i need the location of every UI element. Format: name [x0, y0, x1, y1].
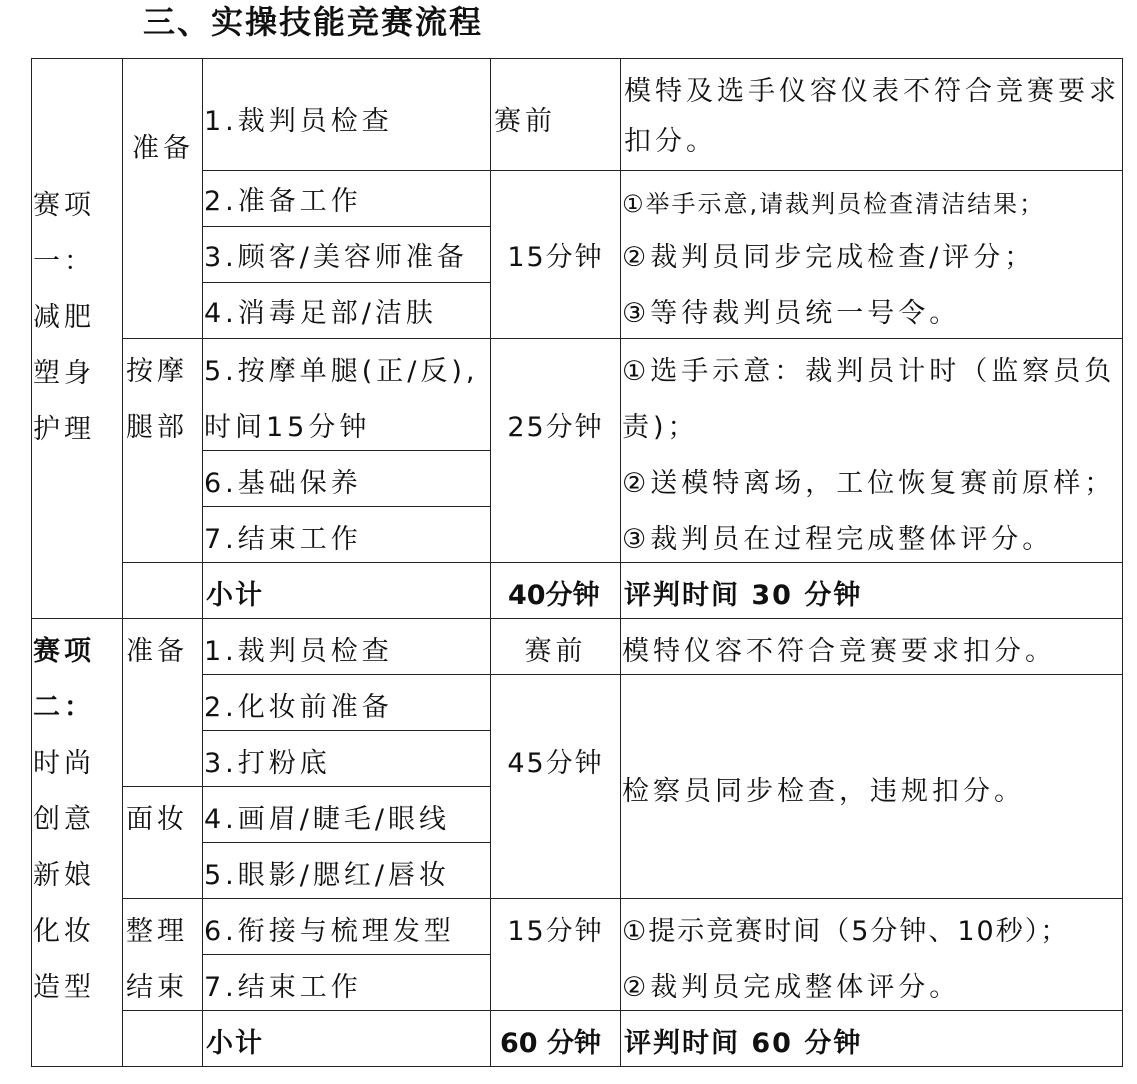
event2-name: 赛项 二： 时尚 创意 新娘 化妆 造型: [33, 636, 95, 1003]
event2-finish-phase: 整理 结束: [126, 916, 188, 1003]
event1-prep-note-3: ③等待裁判员统一号令。: [622, 298, 961, 329]
event2-makeup-phase: 面妆: [126, 804, 188, 835]
section-title: 三、实操技能竞赛流程: [143, 3, 484, 41]
event1-prep-note-1: ①举手示意,请裁判员检查清洁结果；: [622, 190, 1046, 218]
event2-step7: 7.结束工作: [204, 972, 362, 1003]
event2-subtotal-time: 60 分钟: [500, 1028, 601, 1059]
event1-prep-time: 15分钟: [507, 242, 604, 273]
event2-step5: 5.眼影/腮红/唇妆: [204, 860, 450, 891]
event1-step1: 1.裁判员检查: [204, 106, 393, 137]
event2-subtotal-label: 小计: [206, 1028, 264, 1059]
event1-step3: 3.顾客/美容师准备: [204, 242, 468, 273]
event2-step6: 6.衔接与梳理发型: [204, 916, 455, 947]
event2-finish-note-1: ①提示竞赛时间（5分钟、10秒）；: [622, 916, 1070, 947]
event1-step1-time: 赛前: [494, 106, 556, 137]
event2-step4: 4.画眉/睫毛/眼线: [204, 804, 450, 835]
event1-step6: 6.基础保养: [204, 468, 362, 499]
event1-name: 赛项 一： 减肥 塑身 护理: [33, 190, 95, 445]
event1-subtotal-label: 小计: [206, 580, 264, 611]
event2-time-45: 45分钟: [507, 748, 604, 779]
event2-step1-note: 模特仪容不符合竞赛要求扣分。: [622, 636, 1056, 667]
event1-subtotal-time: 40分钟: [508, 580, 600, 611]
event2-finish-time: 15分钟: [507, 916, 604, 947]
event1-step7: 7.结束工作: [204, 524, 362, 555]
event2-step2: 2.化妆前准备: [204, 692, 393, 723]
event2-step3: 3.打粉底: [204, 748, 331, 779]
event1-step2: 2.准备工作: [204, 186, 362, 217]
event1-step4: 4.消毒足部/洁肤: [204, 298, 437, 329]
event1-step5: 5.按摩单腿(正/反), 时间15分钟: [204, 356, 479, 443]
event1-prep-note-2: ②裁判员同步完成检查/评分；: [622, 242, 1036, 273]
event1-massage-time: 25分钟: [507, 412, 604, 443]
event1-massage-notes: ①选手示意：裁判员计时（监察员负 责)； ②送模特离场，工位恢复赛前原样； ③裁判员在过程完成整体评分。: [622, 356, 1116, 555]
event2-step1: 1.裁判员检查: [204, 636, 393, 667]
event2-step1-time: 赛前: [524, 636, 587, 667]
event2-prep-phase: 准备: [126, 636, 188, 667]
event2-note-45: 检察员同步检查，违规扣分。: [622, 776, 1025, 807]
event1-massage-phase: 按摩 腿部: [126, 356, 188, 443]
event2-finish-note-2: ②裁判员完成整体评分。: [622, 972, 961, 1003]
event1-step1-note: 模特及选手仪容仪表不符合竞赛要求 扣分。: [624, 76, 1120, 157]
event2-subtotal-note: 评判时间 60 分钟: [624, 1028, 863, 1059]
event1-prep-phase: 准备: [132, 133, 194, 164]
event1-subtotal-note: 评判时间 30 分钟: [624, 580, 863, 611]
